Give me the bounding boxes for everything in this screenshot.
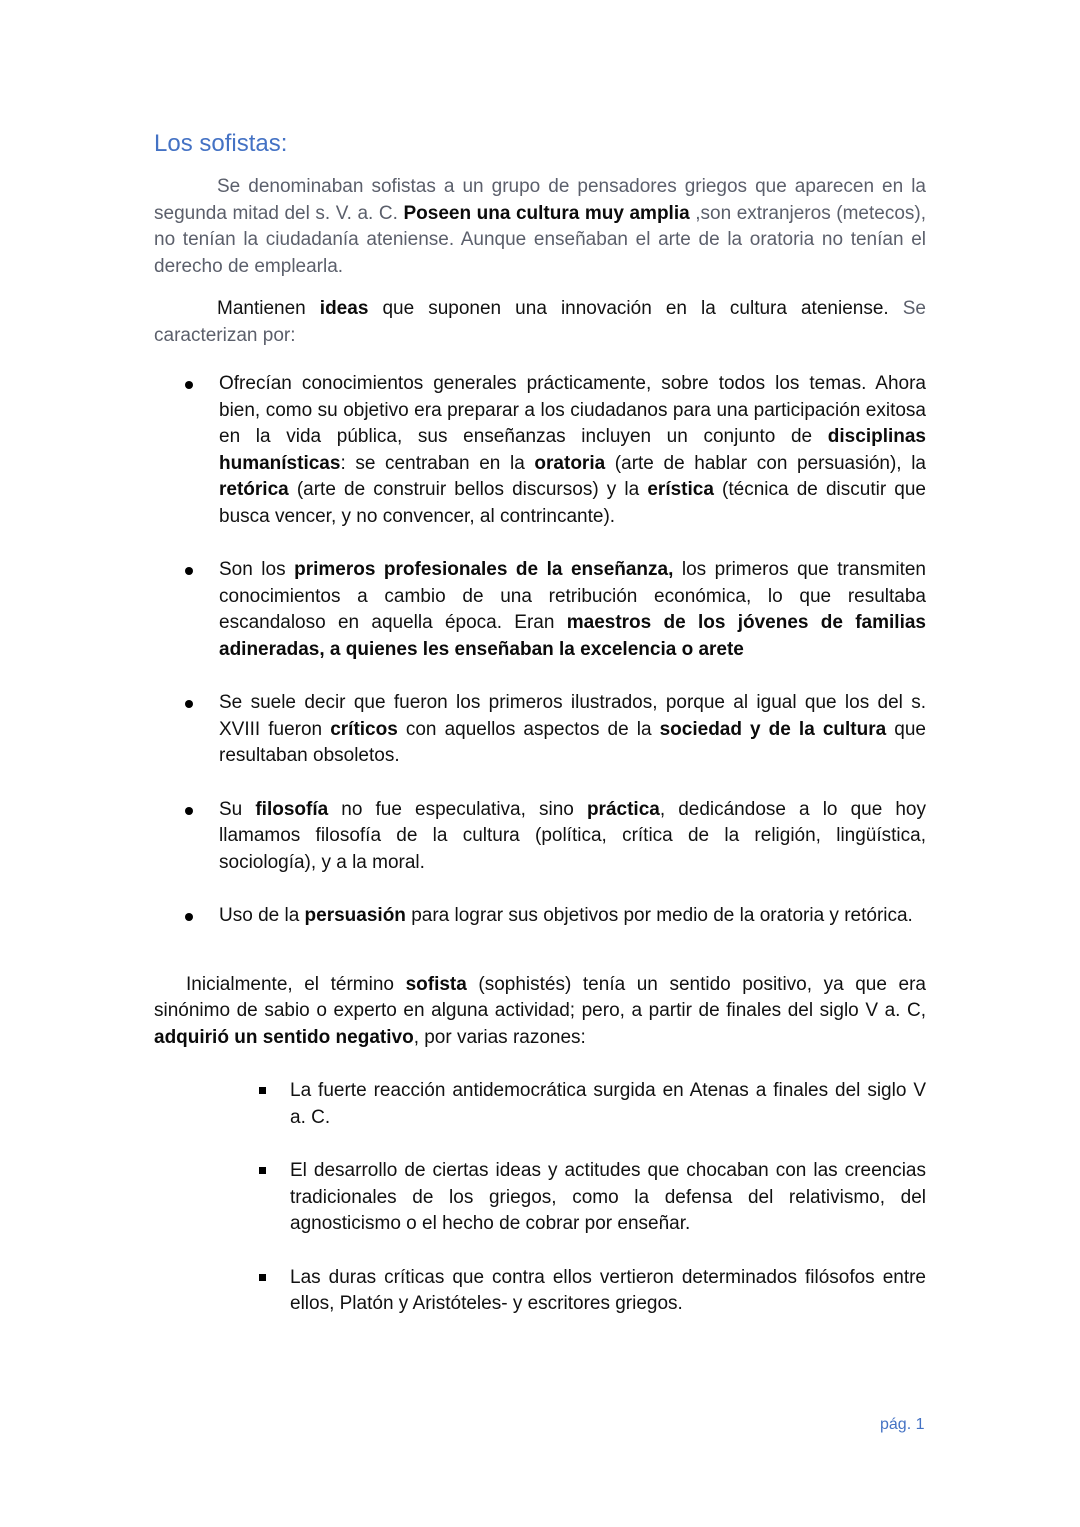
intro-paragraph bbox=[154, 174, 926, 280]
bullet-text: con aquellos aspectos de la bbox=[397, 718, 660, 740]
bullet-text: los primeros que transmiten conocimientos a cambio de una retribución económica, lo que resultaba escandaloso en aquella época. Eran bbox=[219, 559, 926, 633]
bullet-text: Son los bbox=[219, 559, 295, 580]
list-item bbox=[154, 1078, 926, 1131]
bullet-keyword: oratoria bbox=[534, 452, 606, 474]
bullet-keyword: erística bbox=[647, 479, 714, 500]
bullet-keyword: críticos bbox=[330, 718, 398, 740]
bullet-text: (arte de hablar con persuasión), la bbox=[605, 452, 927, 474]
list-item bbox=[154, 371, 926, 530]
ideas-paragraph bbox=[154, 296, 926, 349]
closing-text: (sophistés) tenía un sentido positivo, ya que era sinónimo de sabio o experto en alguna actividad; pero, a partir de finales del siglo V a. C, bbox=[154, 973, 926, 1021]
page-title: Los sofistas: bbox=[154, 130, 288, 157]
ideas-text-a: Mantienen bbox=[217, 298, 320, 319]
list-item bbox=[154, 903, 926, 930]
intro-bold: Poseen una cultura muy amplia bbox=[403, 202, 690, 224]
closing-paragraph bbox=[154, 972, 926, 1052]
bullet-text: Ofrecían conocimientos generales prácticamente, sobre todos los temas. Ahora bien, como su objetivo era preparar a los ciudadanos para una participación exitosa en la vida pública, sus enseñanzas incluyen un conjunto de bbox=[219, 373, 926, 447]
bullet-text: , dedicándose a lo que hoy llamamos filosofía de la cultura (política, crítica de la religión, lingüística, sociología), y a la moral. bbox=[219, 798, 927, 873]
square-bullet-icon bbox=[259, 1087, 266, 1094]
list-item bbox=[154, 797, 926, 877]
reason-text: La fuerte reacción antidemocrática surgida en Atenas a finales del siglo V a. C. bbox=[290, 1080, 926, 1128]
list-item bbox=[154, 690, 926, 770]
reasons-list bbox=[154, 1078, 926, 1318]
bullet-keyword: persuasión bbox=[304, 905, 406, 926]
reason-text: El desarrollo de ciertas ideas y actitudes que chocaban con las creencias tradicionales de los griegos, como la defensa del relativismo, del agnosticismo o el hecho de cobrar por enseñar. bbox=[290, 1160, 926, 1234]
intro-text-c: ,son extranjeros (metecos), no tenían la ciudadanía ateniense. Aunque enseñaban el arte de la oratoria no tenían el derecho de emplearla. bbox=[154, 202, 926, 277]
bullet-keyword: disciplinas humanísticas bbox=[219, 426, 926, 474]
page-number: pág. 1 bbox=[880, 1416, 925, 1433]
bullet-dot-icon bbox=[185, 381, 193, 389]
bullet-text: para lograr sus objetivos por medio de la oratoria y retórica. bbox=[405, 905, 913, 926]
bullet-dot-icon bbox=[185, 807, 193, 815]
intro-text-a: Se denominaban sofistas a un grupo de pensadores griegos que aparecen en la segunda mitad del s. V. a. C. bbox=[154, 176, 926, 224]
closing-keyword: adquirió un sentido negativo bbox=[154, 1026, 414, 1048]
document-body bbox=[154, 128, 926, 1345]
list-item bbox=[154, 1265, 926, 1318]
bullet-text: Se suele decir que fueron los primeros ilustrados, porque al igual que los del s. XVIII fueron bbox=[219, 692, 926, 740]
reason-text: Las duras críticas que contra ellos vertieron determinados filósofos entre ellos, Platón y Aristóteles- y escritores griegos. bbox=[290, 1266, 926, 1314]
bullet-text: (arte de construir bellos discursos) y la bbox=[288, 479, 648, 500]
closing-text: Inicialmente, el término bbox=[186, 973, 406, 995]
list-item bbox=[154, 1158, 926, 1238]
bullet-keyword: maestros de los jóvenes de familias adineradas, a quienes les enseñaban la excelencia o arete bbox=[219, 612, 926, 660]
bullet-keyword: retórica bbox=[219, 479, 289, 500]
bullet-keyword: filosofía bbox=[255, 798, 329, 820]
closing-text: , por varias razones: bbox=[413, 1026, 586, 1048]
square-bullet-icon bbox=[259, 1167, 266, 1174]
bullet-text: que resultaban obsoletos. bbox=[219, 718, 926, 766]
bullet-dot-icon bbox=[185, 913, 193, 921]
closing-keyword: sofista bbox=[405, 973, 467, 995]
bullet-text: (técnica de discutir que busca vencer, y no convencer, al contrincante). bbox=[219, 479, 926, 527]
square-bullet-icon bbox=[259, 1274, 266, 1281]
ideas-text-c: que suponen una innovación en la cultura ateniense. bbox=[368, 298, 903, 319]
bullet-keyword: sociedad y de la cultura bbox=[659, 718, 887, 740]
bullet-text: Uso de la bbox=[219, 905, 305, 926]
bullet-dot-icon bbox=[185, 567, 193, 575]
bullet-text: no fue especulativa, sino bbox=[328, 798, 587, 820]
bullet-keyword: primeros profesionales de la enseñanza, bbox=[294, 559, 674, 580]
ideas-text-d: Se caracterizan por: bbox=[154, 298, 926, 346]
ideas-bold: ideas bbox=[319, 298, 369, 319]
bullet-dot-icon bbox=[185, 700, 193, 708]
list-item bbox=[154, 557, 926, 663]
bullet-text: : se centraban en la bbox=[340, 452, 535, 474]
bullet-text: Su bbox=[219, 798, 256, 820]
bullet-keyword: práctica bbox=[586, 798, 660, 820]
characteristics-list bbox=[154, 371, 926, 930]
